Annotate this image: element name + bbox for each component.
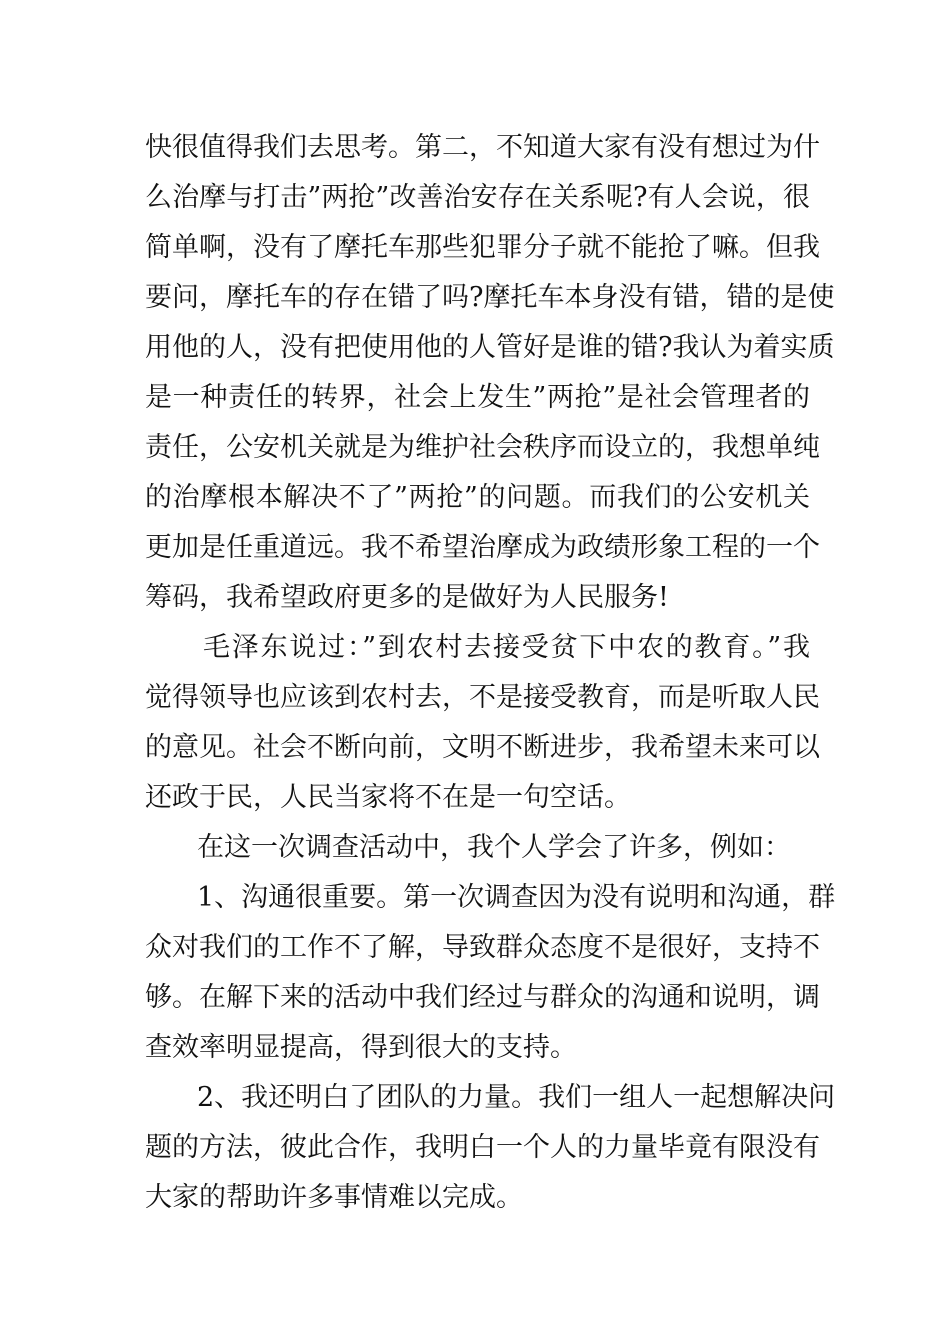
text-line: 简单啊，没有了摩托车那些犯罪分子就不能抢了嘛。但我 <box>145 232 820 263</box>
text-line: 要问，摩托车的存在错了吗?摩托车本身没有错，错的是使 <box>145 282 835 313</box>
text-line: 责任，公安机关就是为维护社会秩序而设立的，我想单纯 <box>145 432 820 463</box>
text-line: 的意见。社会不断向前，文明不断进步，我希望未来可以 <box>145 732 820 763</box>
text-line: 题的方法，彼此合作，我明白一个人的力量毕竟有限没有 <box>145 1132 820 1163</box>
text-line: 毛泽东说过：”到农村去接受贫下中农的教育。”我 <box>203 632 810 663</box>
text-line: 1、沟通很重要。第一次调查因为没有说明和沟通，群 <box>197 882 836 913</box>
text-line: 查效率明显提高，得到很大的支持。 <box>145 1032 577 1063</box>
text-line: 快很值得我们去思考。第二，不知道大家有没有想过为什 <box>145 132 820 163</box>
text-line: 众对我们的工作不了解，导致群众态度不是很好，支持不 <box>145 932 820 963</box>
text-line: 用他的人，没有把使用他的人管好是谁的错?我认为着实质 <box>145 332 835 363</box>
text-line: 更加是任重道远。我不希望治摩成为政绩形象工程的一个 <box>145 532 820 563</box>
text-line: 筹码，我希望政府更多的是做好为人民服务! <box>145 582 669 613</box>
document-body <box>145 123 836 1223</box>
text-line: 够。在解下来的活动中我们经过与群众的沟通和说明，调 <box>145 982 820 1013</box>
text-line: 的治摩根本解决不了”两抢”的问题。而我们的公安机关 <box>145 482 810 513</box>
text-line: 在这一次调查活动中，我个人学会了许多，例如： <box>197 832 791 863</box>
text-line: 觉得领导也应该到农村去，不是接受教育，而是听取人民 <box>145 682 820 713</box>
text-line: 么治摩与打击”两抢”改善治安存在关系呢?有人会说，很 <box>145 182 810 213</box>
text-line: 2、我还明白了团队的力量。我们一组人一起想解决问 <box>197 1082 836 1113</box>
text-line: 是一种责任的转界，社会上发生”两抢”是社会管理者的 <box>145 382 810 413</box>
text-line: 大家的帮助许多事情难以完成。 <box>145 1182 523 1213</box>
text-line: 还政于民，人民当家将不在是一句空话。 <box>145 782 631 813</box>
